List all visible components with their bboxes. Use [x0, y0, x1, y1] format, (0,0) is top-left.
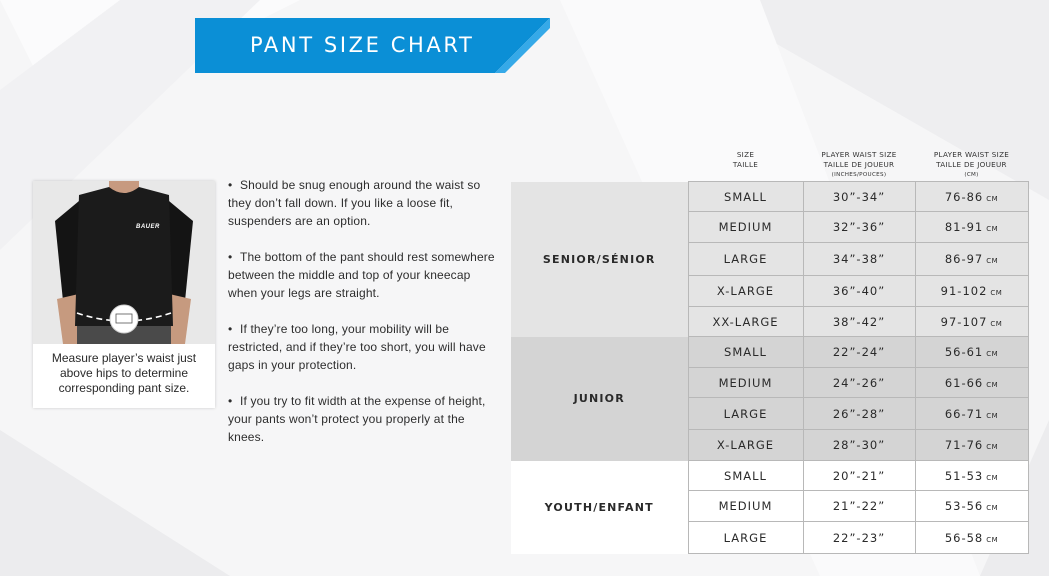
fit-tips	[228, 176, 503, 464]
table-row	[511, 337, 1028, 368]
tip-item: • If they’re too long, your mobility will be restricted, and if they’re too short, you will have gaps in your protection.	[228, 322, 486, 372]
group-youth	[511, 461, 1028, 554]
header-waist-inches: PLAYER WAIST SIZE TAILLE DE JOUEUR (INCHES/POUCES)	[821, 150, 897, 178]
player-photo	[33, 181, 215, 344]
tip-item: • The bottom of the pant should rest somewhere between the middle and top of your kneecap when your legs are straight.	[228, 250, 495, 300]
size-cell: SMALL	[688, 337, 803, 368]
inches-cell: 22”-24”	[803, 337, 915, 368]
cm-cell: 86-97 CM	[915, 243, 1028, 276]
inches-cell: 24”-26”	[803, 368, 915, 398]
inches-cell: 36”-40”	[803, 276, 915, 307]
bullet: •	[228, 322, 233, 336]
tip-item: • If you try to fit width at the expense of height, your pants won’t protect you properly at the knees.	[228, 394, 486, 444]
table-row	[511, 182, 1028, 212]
size-cell: XX-LARGE	[688, 307, 803, 337]
cm-cell: 56-61 CM	[915, 337, 1028, 368]
inches-cell: 26”-28”	[803, 398, 915, 430]
cm-cell: 81-91 CM	[915, 212, 1028, 243]
header-waist-cm: PLAYER WAIST SIZE TAILLE DE JOUEUR (CM)	[933, 150, 1010, 178]
cm-cell: 51-53 CM	[915, 461, 1028, 491]
inches-cell: 34”-38”	[803, 243, 915, 276]
size-cell: X-LARGE	[688, 430, 803, 461]
size-cell: SMALL	[688, 182, 803, 212]
size-cell: LARGE	[688, 243, 803, 276]
cm-cell: 71-76 CM	[915, 430, 1028, 461]
group-label: YOUTH/ENFANT	[511, 461, 688, 554]
shirt-logo: BAUER	[136, 224, 160, 230]
size-cell: MEDIUM	[688, 212, 803, 243]
inches-cell: 22”-23”	[803, 522, 915, 554]
bullet: •	[228, 178, 233, 192]
title-banner	[195, 18, 550, 73]
bullet: •	[228, 394, 233, 408]
page-title: PANT SIZE CHART	[250, 33, 475, 57]
inches-cell: 20”-21”	[803, 461, 915, 491]
size-table	[511, 181, 1029, 554]
cm-cell: 91-102 CM	[915, 276, 1028, 307]
measurement-photo-card	[33, 181, 215, 408]
cm-cell: 97-107 CM	[915, 307, 1028, 337]
inches-cell: 28”-30”	[803, 430, 915, 461]
tip-item: • Should be snug enough around the waist so they don’t fall down. If you like a loose fit, suspenders are an option.	[228, 178, 481, 228]
header-size: SIZE TAILLE	[732, 150, 759, 169]
cm-cell: 53-56 CM	[915, 491, 1028, 522]
table-row	[511, 461, 1028, 491]
group-junior	[511, 337, 1028, 461]
size-cell: MEDIUM	[688, 368, 803, 398]
cm-cell: 56-58 CM	[915, 522, 1028, 554]
group-label: JUNIOR	[511, 337, 688, 461]
group-label: SENIOR/SÉNIOR	[511, 182, 688, 337]
size-cell: LARGE	[688, 522, 803, 554]
inches-cell: 38”-42”	[803, 307, 915, 337]
size-cell: X-LARGE	[688, 276, 803, 307]
size-cell: SMALL	[688, 461, 803, 491]
photo-caption: Measure player’s waist just above hips to determine corresponding pant size.	[51, 351, 197, 395]
cm-cell: 66-71 CM	[915, 398, 1028, 430]
bullet: •	[228, 250, 233, 264]
size-cell: LARGE	[688, 398, 803, 430]
inches-cell: 30”-34”	[803, 182, 915, 212]
group-senior	[511, 182, 1028, 337]
inches-cell: 21”-22”	[803, 491, 915, 522]
cm-cell: 61-66 CM	[915, 368, 1028, 398]
cm-cell: 76-86 CM	[915, 182, 1028, 212]
size-cell: MEDIUM	[688, 491, 803, 522]
inches-cell: 32”-36”	[803, 212, 915, 243]
